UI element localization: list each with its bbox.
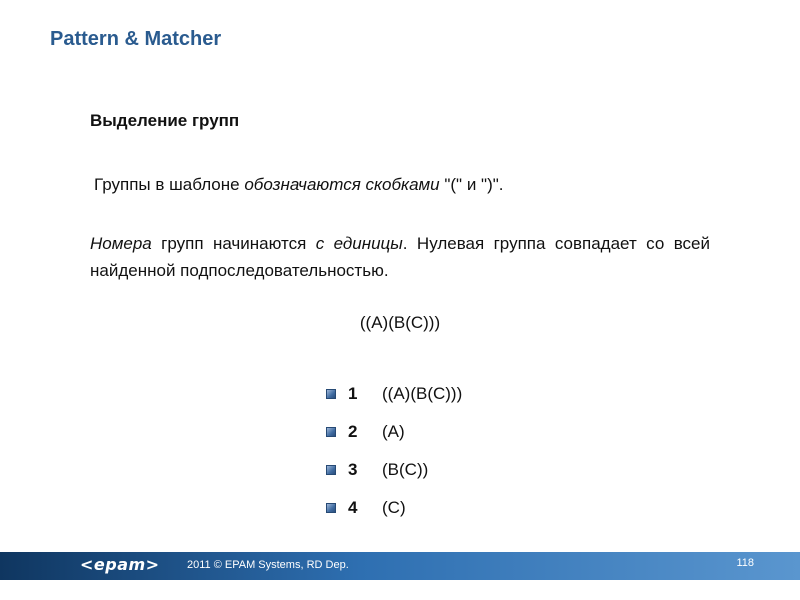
list-item (326, 375, 462, 413)
group-number: 1 (348, 384, 358, 403)
section-heading: Выделение групп (90, 111, 240, 130)
para2-italic-2: с единицы (315, 234, 403, 253)
square-bullet-icon (326, 427, 336, 437)
footer-bar (0, 552, 800, 580)
list-item (326, 451, 462, 489)
group-expression: (C) (382, 498, 406, 517)
groups-numbering-paragraph (90, 230, 710, 284)
para2-italic-1: Номера (90, 234, 152, 253)
square-bullet-icon (326, 465, 336, 475)
group-number: 2 (348, 422, 358, 441)
page-number: 118 (736, 557, 754, 569)
para1-prefix: Группы в шаблоне (94, 175, 245, 194)
square-bullet-icon (326, 503, 336, 513)
list-item (326, 413, 462, 451)
groups-list (326, 375, 462, 527)
footer-copyright: 2011 © EPAM Systems, RD Dep. (187, 559, 349, 571)
group-number: 3 (348, 460, 358, 479)
para1-italic: обозначаются скобками (244, 175, 440, 194)
slide-title: Pattern & Matcher (50, 28, 222, 50)
groups-definition-paragraph (94, 175, 504, 195)
square-bullet-icon (326, 389, 336, 399)
para1-suffix: "(" и ")". (439, 175, 504, 194)
para2-text-1: групп начинаются (151, 234, 316, 253)
para2-text-2: . Нулевая группа совпадает со всей найденной подпоследовательностью. (90, 234, 710, 280)
pattern-example: ((A)(B(C))) (359, 313, 441, 332)
list-item (326, 489, 462, 527)
group-expression: ((A)(B(C))) (382, 384, 463, 403)
group-expression: (A) (382, 422, 405, 441)
group-number: 4 (348, 498, 358, 517)
group-expression: (B(C)) (382, 460, 429, 479)
epam-logo: <epam> (80, 555, 160, 574)
